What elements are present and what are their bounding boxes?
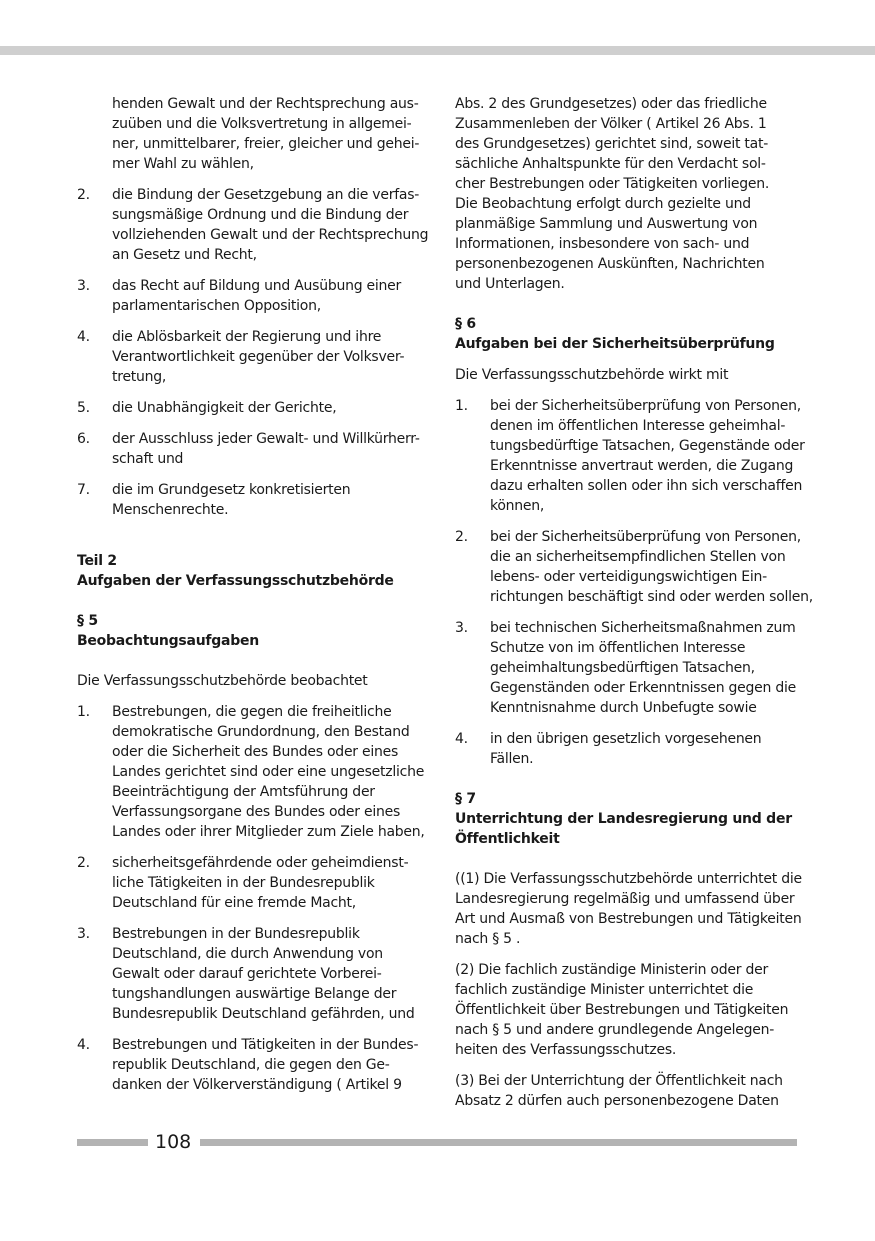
section-heading-7 (455, 789, 799, 849)
text-line: liche Tätigkeiten in der Bundesrepublik (112, 875, 375, 891)
list-item (77, 185, 429, 265)
text-line: dazu erhalten sollen oder ihn sich verschaffen (490, 478, 803, 494)
list-number: 4. (455, 731, 468, 747)
text-line: tungshandlungen auswärtige Belange der (112, 986, 397, 1002)
text-line: Verantwortlichkeit gegenüber der Volksver- (112, 349, 405, 365)
text-line: danken der Völkerverständigung ( Artikel 9 (112, 1077, 402, 1093)
list-item (77, 480, 421, 520)
paragraph (455, 869, 802, 949)
text-line: heiten des Verfassungsschutzes. (455, 1042, 677, 1058)
text-line: Informationen, insbesondere von sach- und (455, 236, 750, 252)
text-line: bei der Sicherheitsüberprüfung von Personen, (490, 529, 801, 545)
text-line: mer Wahl zu wählen, (112, 156, 254, 172)
list-item (77, 1035, 421, 1095)
text-line: nach § 5 . (455, 931, 521, 947)
paragraph (455, 960, 799, 1060)
text-line: Verfassungsorgane des Bundes oder eines (112, 804, 401, 820)
section-intro: Die Verfassungsschutzbehörde beobachtet (77, 673, 368, 689)
text-line: nach § 5 und andere grundlegende Angelegen- (455, 1022, 775, 1038)
text-line: geheimhaltungsbedürftigen Tatsachen, (490, 660, 755, 676)
text-line: zuüben und die Volksvertretung in allgemei- (112, 116, 412, 132)
part-heading (77, 551, 421, 591)
text-line: Die Beobachtung erfolgt durch gezielte und (455, 196, 751, 212)
text-line: die Ablösbarkeit der Regierung und ihre (112, 329, 382, 345)
list-number: 4. (77, 329, 90, 345)
text-line: Fällen. (490, 751, 534, 767)
text-line: bei der Sicherheitsüberprüfung von Personen, (490, 398, 801, 414)
list-number: 2. (455, 529, 468, 545)
text-line: Öffentlichkeit über Bestrebungen und Tätigkeiten (455, 1002, 789, 1018)
text-line: Erkenntnisse anvertraut werden, die Zugang (490, 458, 794, 474)
section-heading-5 (77, 611, 421, 651)
text-line: Beeinträchtigung der Amtsführung der (112, 784, 375, 800)
text-line: (3) Bei der Unterrichtung der Öffentlichkeit nach (455, 1073, 783, 1089)
text-line: (2) Die fachlich zuständige Ministerin oder der (455, 962, 768, 978)
text-line: Zusammenleben der Völker ( Artikel 26 Abs. 1 (455, 116, 767, 132)
text-line: Gegenständen oder Erkenntnissen gegen die (490, 680, 796, 696)
text-line: richtungen beschäftigt sind oder werden sollen, (490, 589, 813, 605)
text-line: vollziehenden Gewalt und der Rechtsprechung (112, 227, 429, 243)
text-line: sicherheitsgefährdende oder geheimdienst- (112, 855, 409, 871)
text-line: Schutze von im öffentlichen Interesse (490, 640, 746, 656)
text-line: Bestrebungen in der Bundesrepublik (112, 926, 360, 942)
list-number: 3. (455, 620, 468, 636)
text-line: demokratische Grundordnung, den Bestand (112, 724, 410, 740)
text-line: die an sicherheitsempfindlichen Stellen von (490, 549, 786, 565)
text-line: ((1) Die Verfassungsschutzbehörde unterrichtet die (455, 871, 802, 887)
text-line: tungsbedürftige Tatsachen, Gegenstände oder (490, 438, 805, 454)
text-line: das Recht auf Bildung und Ausübung einer (112, 278, 402, 294)
section-label: § 6 (455, 316, 476, 332)
list-number: 6. (77, 431, 90, 447)
text-line: republik Deutschland, die gegen den Ge- (112, 1057, 390, 1073)
text-line: Bundesrepublik Deutschland gefährden, und (112, 1006, 415, 1022)
text-line: Landes oder ihrer Mitglieder zum Ziele haben, (112, 824, 425, 840)
list-item (455, 729, 799, 769)
text-line: an Gesetz und Recht, (112, 247, 257, 263)
text-line: Absatz 2 dürfen auch personenbezogene Daten (455, 1093, 779, 1109)
list-item (77, 702, 425, 842)
text-line: die Unabhängigkeit der Gerichte, (112, 400, 337, 416)
section-title: Beobachtungsaufgaben (77, 633, 259, 649)
text-line: planmäßige Sammlung und Auswertung von (455, 216, 758, 232)
text-line: Landesregierung regelmäßig und umfassend über (455, 891, 795, 907)
right-column (455, 94, 813, 1122)
list-item (77, 429, 421, 469)
text-line: cher Bestrebungen oder Tätigkeiten vorliegen. (455, 176, 770, 192)
text-line: fachlich zuständige Minister unterrichtet die (455, 982, 754, 998)
list-number: 5. (77, 400, 90, 416)
page-number: 108 (155, 1131, 192, 1153)
list-number: 3. (77, 926, 90, 942)
text-line: Bestrebungen und Tätigkeiten in der Bundes- (112, 1037, 419, 1053)
part-label: Teil 2 (77, 553, 117, 569)
text-line: Bestrebungen, die gegen die freiheitliche (112, 704, 392, 720)
text-line: Landes gerichtet sind oder eine ungesetzliche (112, 764, 425, 780)
continued-list-item (77, 94, 421, 174)
list-number: 1. (77, 704, 90, 720)
text-line: die Bindung der Gesetzgebung an die verfas- (112, 187, 420, 203)
text-line: und Unterlagen. (455, 276, 565, 292)
left-column (77, 94, 429, 1106)
text-line: in den übrigen gesetzlich vorgesehenen (490, 731, 762, 747)
list-number: 1. (455, 398, 468, 414)
section-intro: Die Verfassungsschutzbehörde wirkt mit (455, 367, 729, 383)
paragraph (455, 1071, 799, 1111)
list-number: 4. (77, 1037, 90, 1053)
text-line: henden Gewalt und der Rechtsprechung aus- (112, 96, 419, 112)
list-item (77, 276, 421, 316)
part-title: Aufgaben der Verfassungsschutzbehörde (77, 573, 394, 589)
footer-rule-right (200, 1139, 797, 1146)
text-line: denen im öffentlichen Interesse geheimhal- (490, 418, 786, 434)
list-item (455, 527, 813, 607)
text-line: Deutschland für eine fremde Macht, (112, 895, 356, 911)
text-line: Gewalt oder darauf gerichtete Vorberei- (112, 966, 382, 982)
text-line: können, (490, 498, 545, 514)
text-line: oder die Sicherheit des Bundes oder eines (112, 744, 399, 760)
text-line: Kenntnisnahme durch Unbefugte sowie (490, 700, 757, 716)
list-number: 7. (77, 482, 90, 498)
footer-rule-left (77, 1139, 148, 1146)
section-label: § 7 (455, 791, 476, 807)
section-heading-6 (455, 314, 799, 354)
text-line: der Ausschluss jeder Gewalt- und Willkürherr- (112, 431, 420, 447)
list-item (77, 327, 421, 387)
text-line: Menschenrechte. (112, 502, 229, 518)
text-line: lebens- oder verteidigungswichtigen Ein- (490, 569, 767, 585)
section-title: Unterrichtung der Landesregierung und der (455, 811, 792, 827)
list-number: 3. (77, 278, 90, 294)
section-title: Aufgaben bei der Sicherheitsüberprüfung (455, 336, 775, 352)
text-line: sächliche Anhaltspunkte für den Verdacht sol- (455, 156, 766, 172)
text-line: die im Grundgesetz konkretisierten (112, 482, 351, 498)
text-line: Art und Ausmaß von Bestrebungen und Tätigkeiten (455, 911, 802, 927)
text-line: schaft und (112, 451, 184, 467)
list-number: 2. (77, 187, 90, 203)
text-line: Abs. 2 des Grundgesetzes) oder das friedliche (455, 96, 767, 112)
text-line: des Grundgesetzes) gerichtet sind, soweit tat- (455, 136, 769, 152)
text-line: sungsmäßige Ordnung und die Bindung der (112, 207, 409, 223)
text-line: parlamentarischen Opposition, (112, 298, 321, 314)
list-number: 2. (77, 855, 90, 871)
text-line: bei technischen Sicherheitsmaßnahmen zum (490, 620, 796, 636)
section-label: § 5 (77, 613, 98, 629)
top-rule (0, 46, 875, 55)
text-line: ner, unmittelbarer, freier, gleicher und gehei- (112, 136, 420, 152)
list-item (455, 618, 799, 718)
list-item (77, 398, 421, 418)
continued-paragraph (455, 94, 799, 294)
list-item (77, 924, 421, 1024)
text-line: personenbezogenen Auskünften, Nachrichten (455, 256, 765, 272)
section-title: Öffentlichkeit (455, 831, 560, 847)
text-line: tretung, (112, 369, 167, 385)
list-item (77, 853, 421, 913)
list-item (455, 396, 805, 516)
text-line: Deutschland, die durch Anwendung von (112, 946, 383, 962)
